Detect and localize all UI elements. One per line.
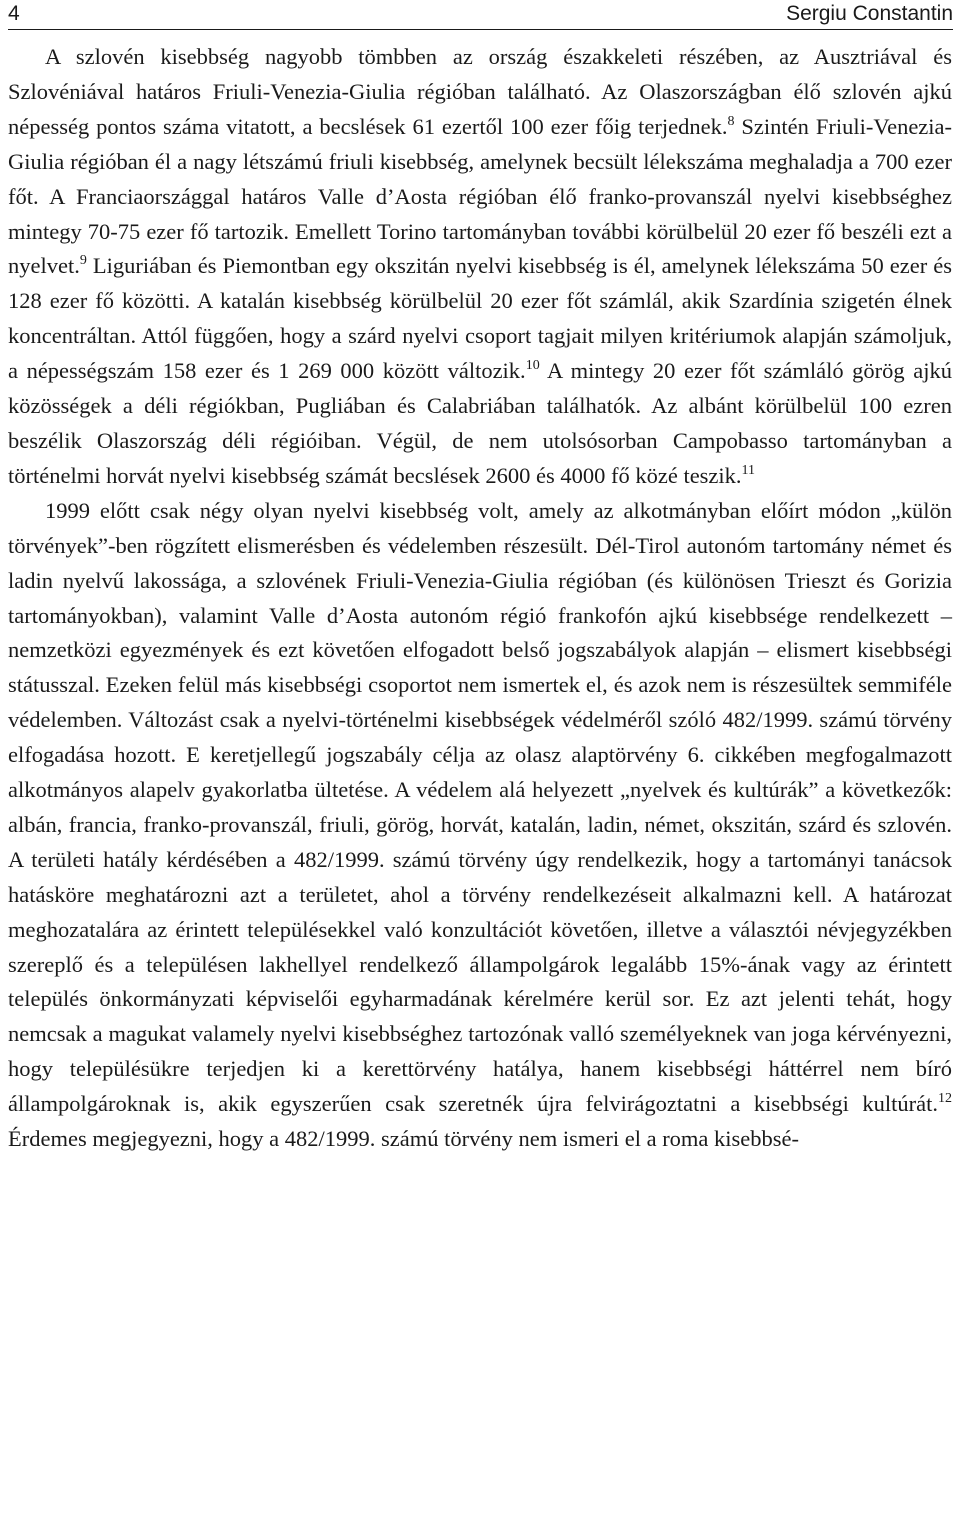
- paragraph: [8, 40, 952, 494]
- running-header: [8, 0, 953, 30]
- text-segment: A szlovén kisebbség nagyobb tömbben az ország északkeleti részében, az Ausztriával és Szlovéniával határos Friuli-Venezia-Giulia régióban található. Az Olaszországban élő szlovén ajkú népesség pontos száma vitatott, a becslések 61 ezertől 100 ezer főig terjednek.: [8, 44, 952, 139]
- running-header-author: Sergiu Constantin: [786, 2, 953, 25]
- footnote-marker: 9: [79, 253, 87, 269]
- text-segment: 1999 előtt csak négy olyan nyelvi kisebbség volt, amely az alkotmányban előírt módon „külön törvények”-ben rögzített elismerésben és védelemben részesült. Dél-Tirol autonóm tartomány német és ladin nyelvű lakossága, a szlovének Friuli-Venezia-Giulia régióban (és különösen Trieszt és Gorizia tartományokban), valamint Valle d’Aosta autonóm régió frankofón ajkú kisebbsége rendelkezett – nemzetközi egyezmények és ezt követően elfogadott belső jogszabályok alapján – elismert kisebbségi státusszal. Ezeken felül más kisebbségi csoportot nem ismertek el, és azok nem is részesültek semmiféle védelemben. Változást csak a nyelvi-történelmi kisebbségek védelméről szóló 482/1999. számú törvény elfogadása hozott. E keretjellegű jogszabály célja az olasz alaptörvény 6. cikkében megfogalmazott alkotmányos alapelv gyakorlatba ültetése. A védelem alá helyezett „nyelvek és kultúrák” a következők: albán, francia, franko-provanszál, friuli, görög, horvát, katalán, ladin, német, okszitán, szárd és szlovén. A területi hatály kérdésében a 482/1999. számú törvény úgy rendelkezik, hogy a tartományi tanácsok hatásköre meghatározni azt a területet, ahol a törvény rendelkezéseit alkalmazni kell. A határozat meghozatalára az érintett településekkel való konzultációt követően, illetve a választói névjegyzékben szereplő és a településen lakhellyel rendelkező állampolgárok legalább 15%-ának vagy az érintett település önkormányzati képviselői egyharmadának kérelmére kerül sor. Ez azt jelenti tehát, hogy nemcsak a magukat valamely nyelvi kisebbséghez tartozónak valló személyeknek van joga kérvényezni, hogy településükre terjedjen ki a kerettörvény hatálya, hanem kisebbségi háttérrel nem bíró állampolgároknak is, akik egyszerűen csak szeretnék újra felvirágoztatni a kisebbségi kultúrát.: [8, 497, 952, 1117]
- body-text: [8, 40, 952, 1157]
- footnote-marker: 11: [741, 462, 756, 478]
- text-segment: Liguriában és Piemontban egy okszitán nyelvi kisebbség is él, amelynek lélekszáma 50 ezer és 128 ezer fő közötti. A katalán kisebbség körülbelül 20 ezer főt számlál, akik Szardínia szigetén élnek koncentráltan. Attól függően, hogy a szárd nyelvi csoport tagjait milyen kritériumok alapján számoljuk, a népességszám 158 ezer és 1 269 000 között változik.: [8, 253, 953, 384]
- text-segment: Érdemes megjegyezni, hogy a 482/1999. számú törvény nem ismeri el a roma kisebbsé-: [8, 1126, 800, 1152]
- footnote-marker: 10: [525, 358, 540, 374]
- footnote-marker: 12: [938, 1091, 952, 1107]
- header-rule: [8, 29, 953, 30]
- paragraph: [8, 494, 952, 1157]
- page-number: 4: [8, 2, 20, 25]
- text-segment: A mintegy 20 ezer főt számláló görög ajkú közösségek a déli régiókban, Pugliában és Calabriában találhatók. Az albánt körülbelül 100 ezren beszélik Olaszország déli régióiban. Végül, de nem utolsósorban Campobasso tartományban a történelmi horvát nyelvi kisebbség számát becslések 2600 és 4000 fő közé teszik.: [8, 358, 952, 488]
- footnote-marker: 8: [727, 113, 735, 129]
- text-segment: Szintén Friuli-Venezia-Giulia régióban él a nagy létszámú friuli kisebbség, amelynek becsült lélekszáma meghaladja a 700 ezer főt. A Franciaországgal határos Valle d’Aosta régióban élő franko-provanszál nyelvi kisebbséghez mintegy 70-75 ezer fő tartozik. Emellett Torino tartományban további körülbelül 20 ezer fő beszéli ezt a nyelvet.: [8, 113, 953, 279]
